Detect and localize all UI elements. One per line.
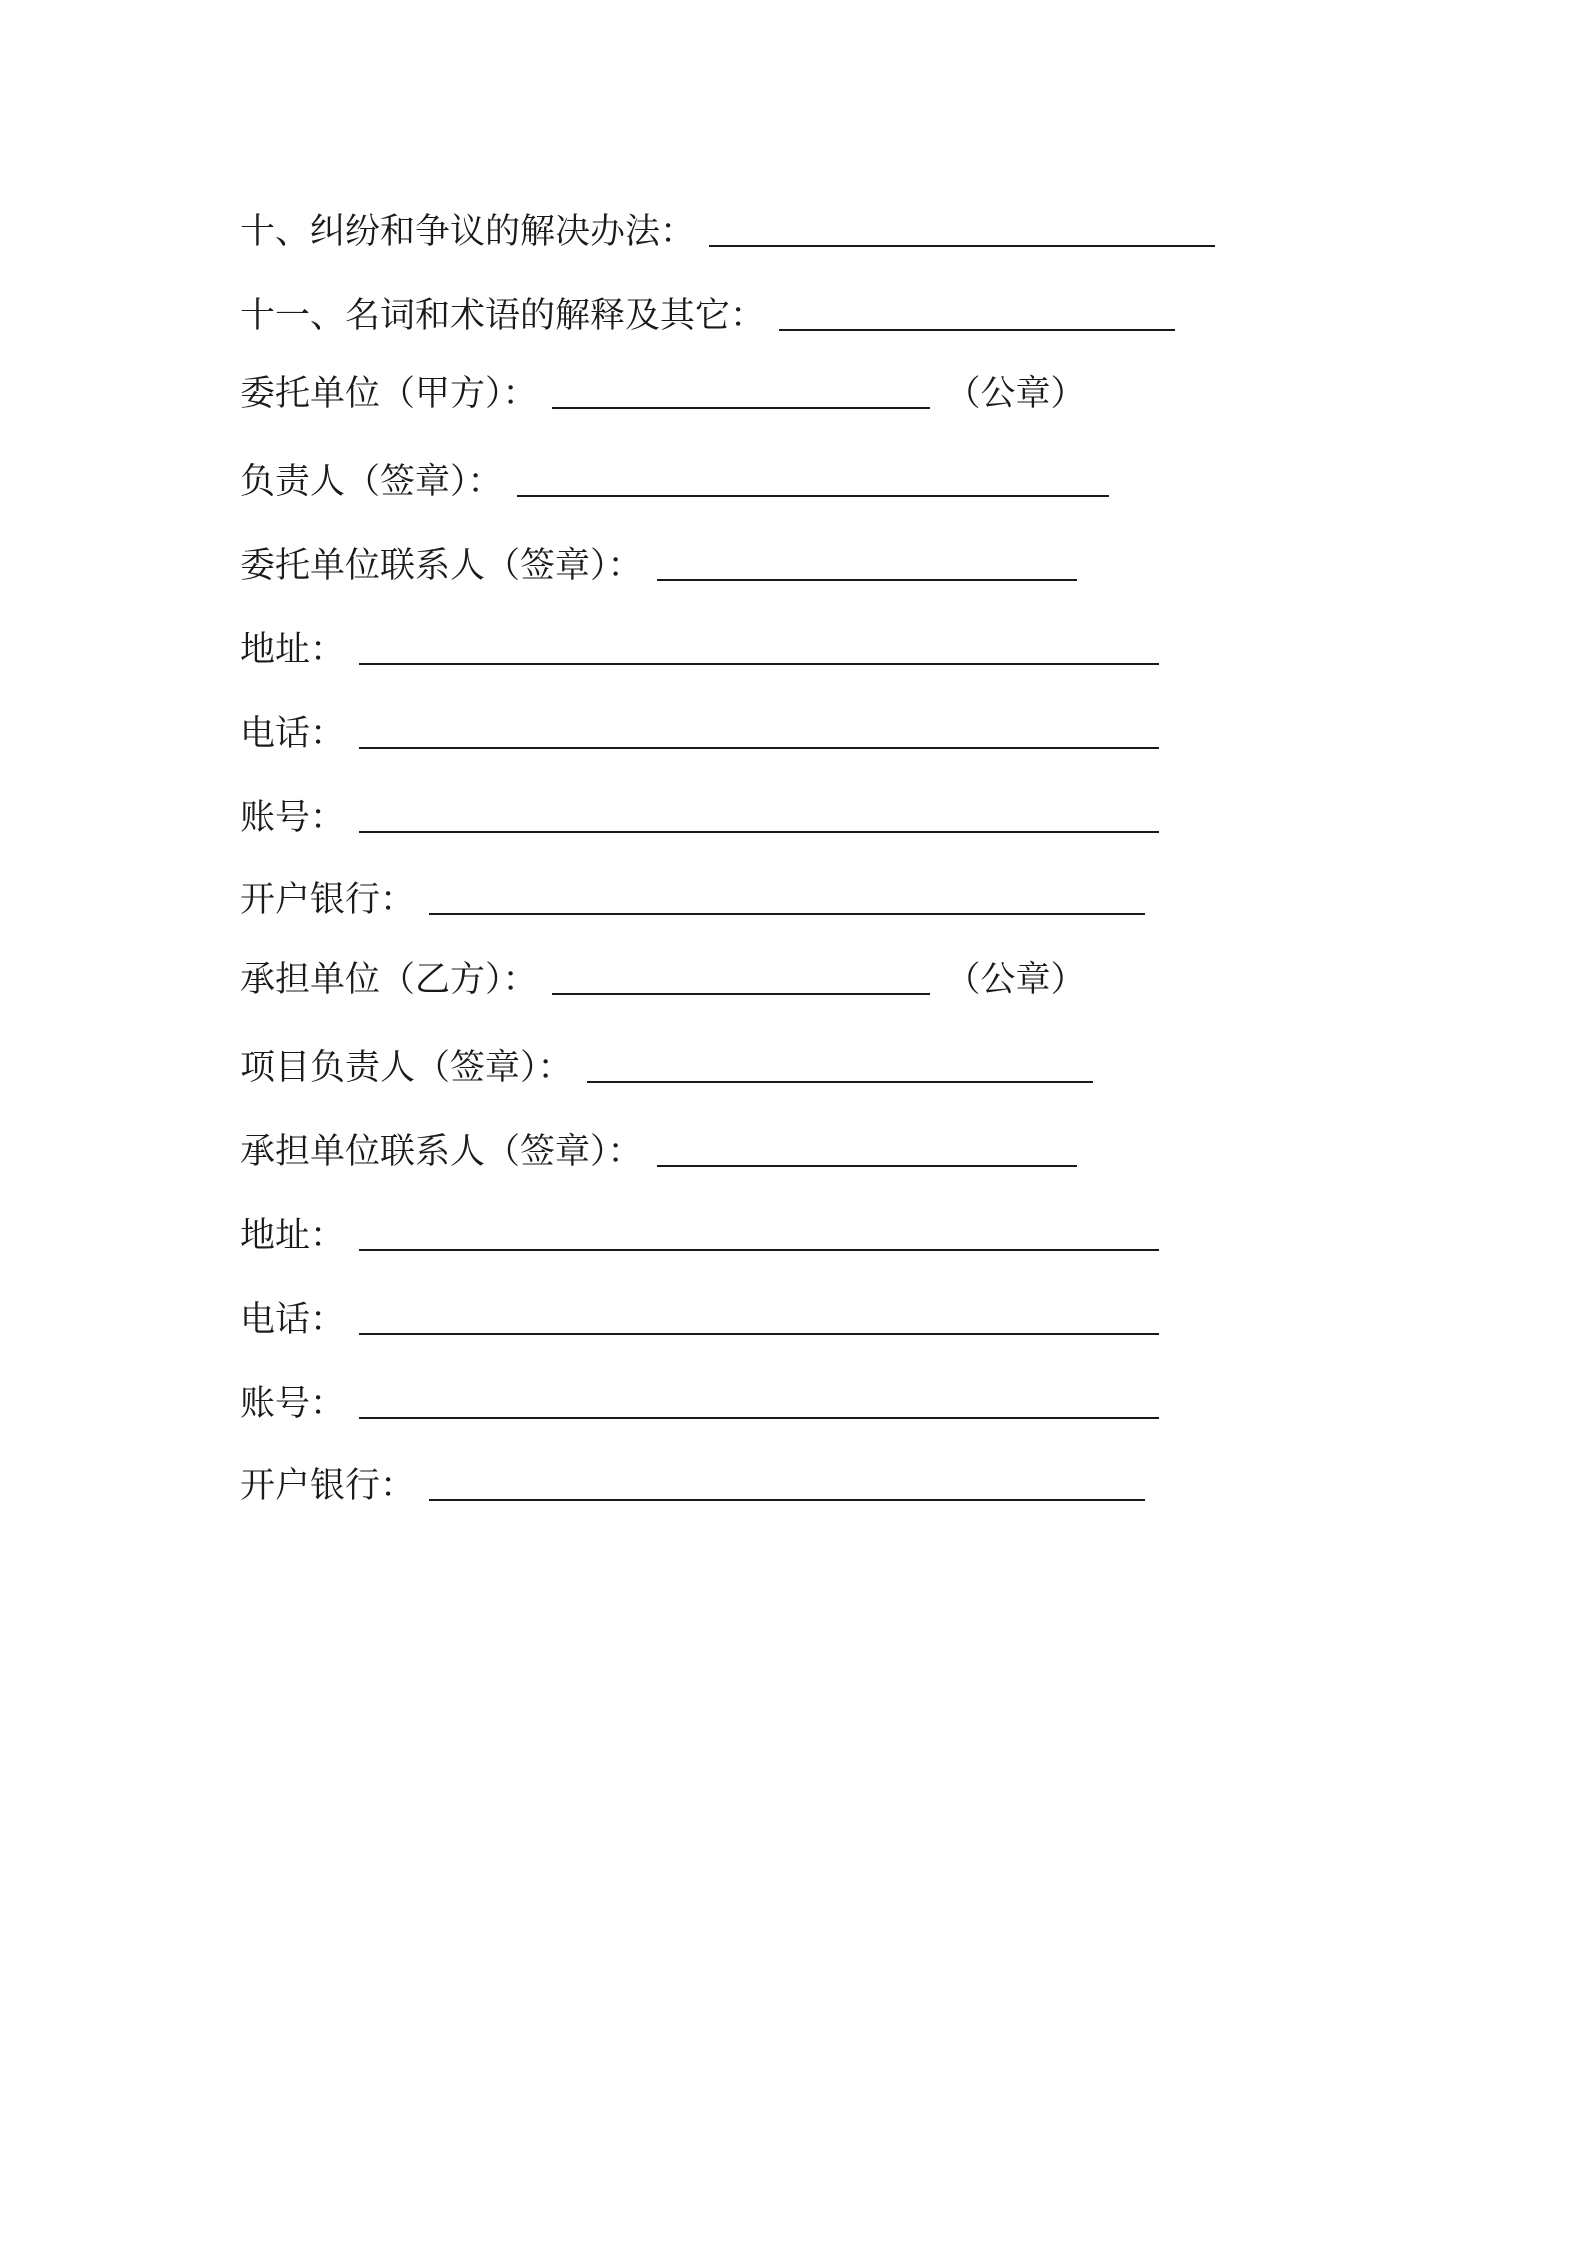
party-a-contact-line [240, 542, 1077, 590]
party-b-contact-line [240, 1128, 1077, 1176]
party-a-account-label: 账号： [240, 798, 346, 838]
party-a-seal-label: （公章） [945, 374, 1086, 414]
party-a-principal-line [240, 458, 1109, 506]
party-b-address-blank[interactable] [359, 1249, 1159, 1251]
party-a-principal-label: 负责人（签章）： [240, 462, 503, 502]
party-b-address-label: 地址： [240, 1216, 346, 1256]
party-b-phone-blank[interactable] [359, 1333, 1159, 1335]
party-a-unit-blank[interactable] [552, 407, 930, 409]
party-b-account-blank[interactable] [359, 1417, 1159, 1419]
party-b-unit-blank[interactable] [552, 993, 930, 995]
party-a-unit-line [240, 370, 1086, 418]
terms-explanation-label: 十一、名词和术语的解释及其它： [240, 296, 766, 336]
party-a-phone-blank[interactable] [359, 747, 1159, 749]
party-b-bank-label: 开户银行： [240, 1466, 416, 1506]
party-a-account-line [240, 794, 1159, 842]
party-b-unit-label: 承担单位（乙方）： [240, 960, 538, 1000]
party-b-phone-label: 电话： [240, 1300, 346, 1340]
party-b-seal-label: （公章） [945, 960, 1086, 1000]
party-a-unit-label: 委托单位（甲方）： [240, 374, 538, 414]
party-a-bank-blank[interactable] [429, 913, 1145, 915]
party-b-unit-line [240, 956, 1086, 1004]
party-b-bank-blank[interactable] [429, 1499, 1145, 1501]
party-a-principal-blank[interactable] [517, 495, 1109, 497]
party-a-address-label: 地址： [240, 630, 346, 670]
party-b-account-label: 账号： [240, 1384, 346, 1424]
party-a-account-blank[interactable] [359, 831, 1159, 833]
party-b-principal-blank[interactable] [587, 1081, 1093, 1083]
party-a-contact-blank[interactable] [657, 579, 1077, 581]
party-a-contact-label: 委托单位联系人（签章）： [240, 546, 643, 586]
party-b-bank-line [240, 1462, 1145, 1510]
party-a-bank-line [240, 876, 1145, 924]
party-b-principal-line [240, 1044, 1093, 1092]
party-a-address-blank[interactable] [359, 663, 1159, 665]
dispute-resolution-blank[interactable] [709, 245, 1215, 247]
party-b-contact-blank[interactable] [657, 1165, 1077, 1167]
party-b-address-line [240, 1212, 1159, 1260]
party-b-principal-label: 项目负责人（签章）： [240, 1048, 573, 1088]
party-b-phone-line [240, 1296, 1159, 1344]
party-a-phone-line [240, 710, 1159, 758]
party-b-contact-label: 承担单位联系人（签章）： [240, 1132, 643, 1172]
dispute-resolution-label: 十、纠纷和争议的解决办法： [240, 212, 696, 252]
party-a-phone-label: 电话： [240, 714, 346, 754]
party-a-bank-label: 开户银行： [240, 880, 416, 920]
terms-explanation-line [240, 292, 1175, 340]
party-b-account-line [240, 1380, 1159, 1428]
party-a-address-line [240, 626, 1159, 674]
terms-explanation-blank[interactable] [779, 329, 1175, 331]
dispute-resolution-line [240, 208, 1215, 256]
